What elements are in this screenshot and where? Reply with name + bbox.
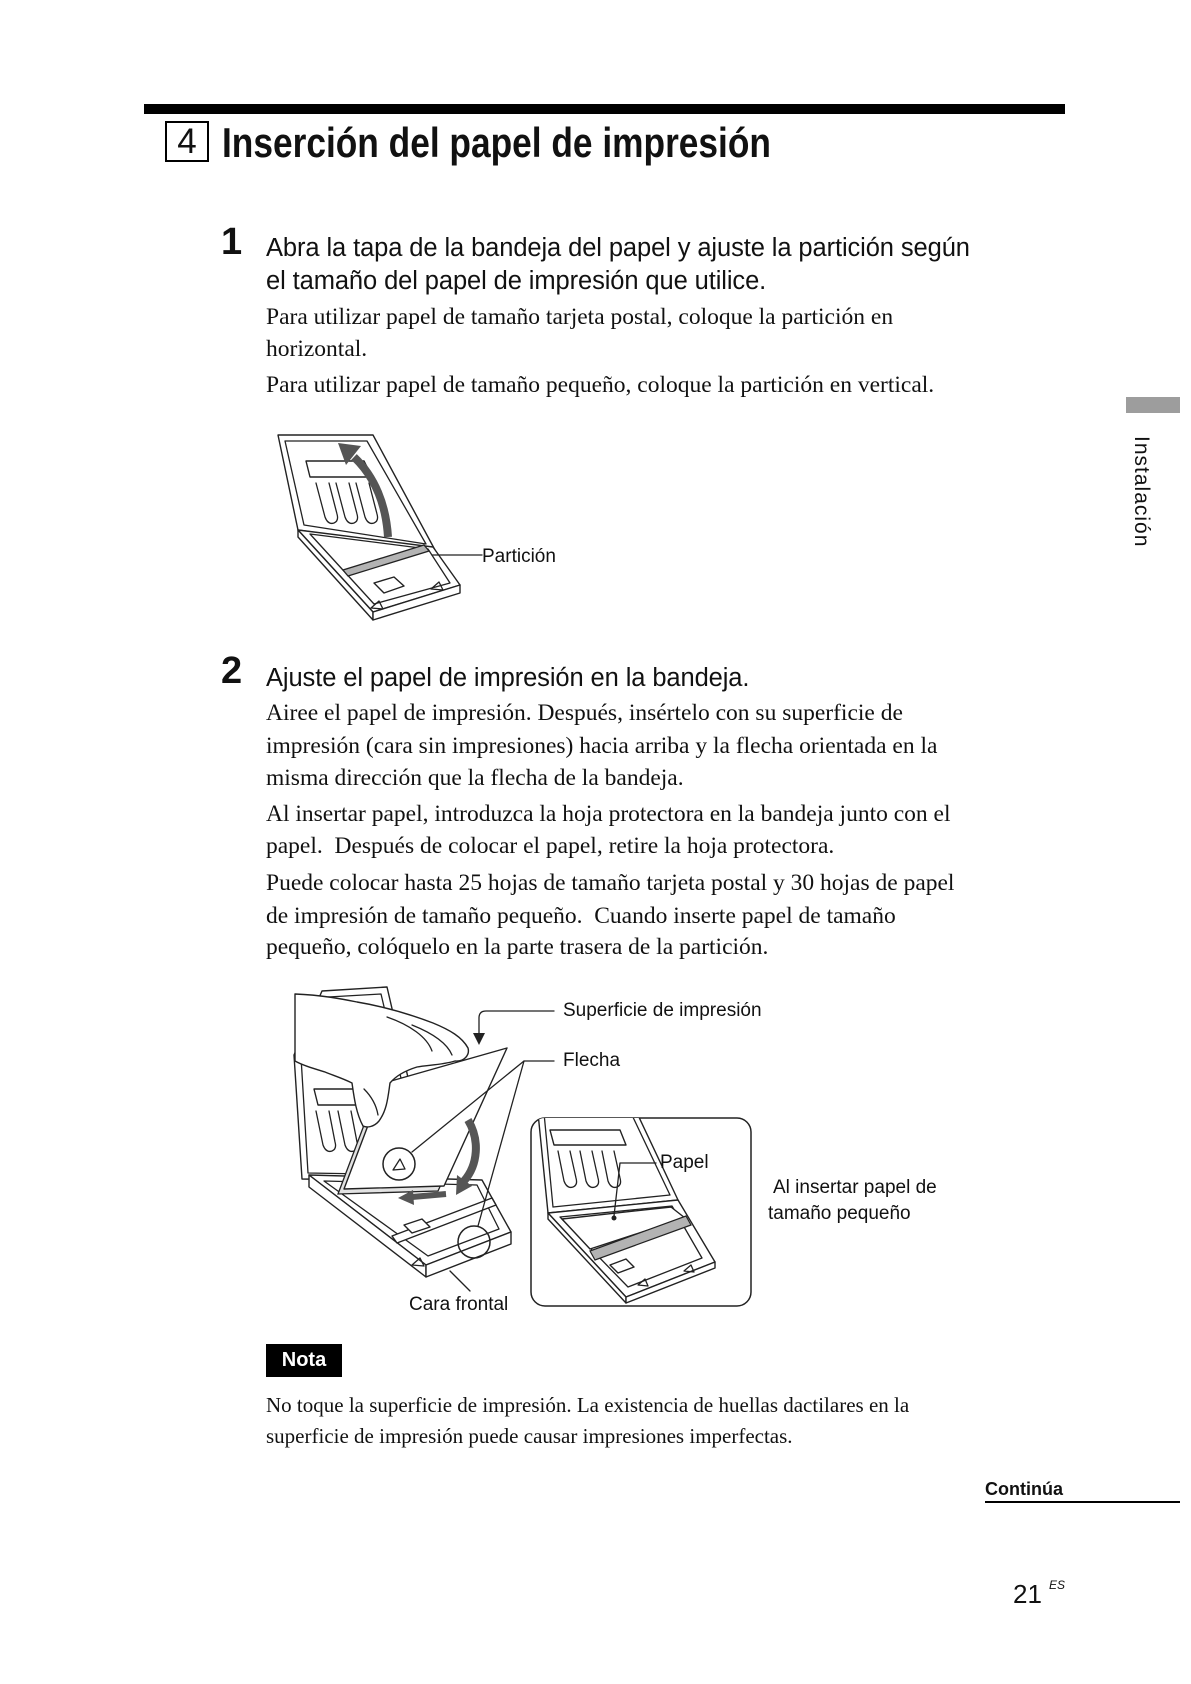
- section-title: Inserción del papel de impresión: [222, 119, 771, 166]
- label-partition: Partición: [482, 546, 556, 567]
- step-2-number: 2: [221, 650, 243, 692]
- continues-rule: [985, 1501, 1180, 1503]
- section-number-box: 4: [165, 121, 209, 162]
- note-line: No toque la superficie de impresión. La existencia de huellas dactilares en la: [266, 1393, 910, 1417]
- label-arrow: Flecha: [563, 1050, 621, 1071]
- front-side-leader: [450, 1271, 470, 1291]
- continues-label: Continúa: [985, 1479, 1063, 1499]
- print-surface-leader: [473, 1011, 554, 1045]
- label-small-size-caption: Al insertar papel de: [773, 1177, 937, 1198]
- step-2-body-line: Puede colocar hasta 25 hojas de tamaño tarjeta postal y 30 hojas de papel: [266, 870, 955, 896]
- step-2-body-line: Airee el papel de impresión. Después, insértelo con su superficie de: [266, 700, 903, 726]
- label-print-surface: Superficie de impresión: [563, 1000, 762, 1021]
- side-tab-label: Instalación: [1130, 436, 1153, 548]
- step-2-body-line: misma dirección que la flecha de la bandeja.: [266, 765, 684, 791]
- page-language-suffix: ES: [1049, 1578, 1066, 1592]
- figure-paper-insertion: [292, 985, 762, 1315]
- label-paper: Papel: [660, 1152, 709, 1173]
- step-2-body-line: Al insertar papel, introduzca la hoja protectora en la bandeja junto con el: [266, 801, 951, 827]
- step-2-heading-line: Ajuste el papel de impresión en la bandeja.: [266, 664, 750, 692]
- step-2-body-line: impresión (cara sin impresiones) hacia arriba y la flecha orientada en la: [266, 733, 938, 759]
- label-front-side: Cara frontal: [409, 1294, 509, 1315]
- note-badge: Nota: [266, 1344, 342, 1377]
- tray-base: [298, 530, 460, 620]
- step-1-heading-line: Abra la tapa de la bandeja del papel y ajuste la partición según: [266, 234, 970, 262]
- step-2-body-line: papel. Después de colocar el papel, retire la hoja protectora.: [266, 833, 835, 859]
- step-1-number: 1: [221, 221, 243, 263]
- step-1-body-line: Para utilizar papel de tamaño pequeño, coloque la partición en vertical.: [266, 372, 935, 398]
- step-1-body-line: horizontal.: [266, 336, 368, 362]
- step-2-body-line: de impresión de tamaño pequeño. Cuando inserte papel de tamaño: [266, 903, 896, 929]
- label-small-size-caption: tamaño pequeño: [768, 1203, 911, 1224]
- page-number: 21: [1013, 1579, 1042, 1609]
- small-paper-inset: [531, 1113, 751, 1306]
- step-1-heading-line: el tamaño del papel de impresión que utilice.: [266, 267, 767, 295]
- step-1-body-line: Para utilizar papel de tamaño tarjeta postal, coloque la partición en: [266, 304, 894, 330]
- section-top-rule: [144, 104, 1065, 114]
- side-tab-marker: [1126, 397, 1180, 413]
- step-2-body-line: pequeño, colóquelo en la parte trasera de la partición.: [266, 934, 769, 960]
- figure-tray-partition: [276, 433, 482, 623]
- note-line: superficie de impresión puede causar impresiones imperfectas.: [266, 1424, 793, 1448]
